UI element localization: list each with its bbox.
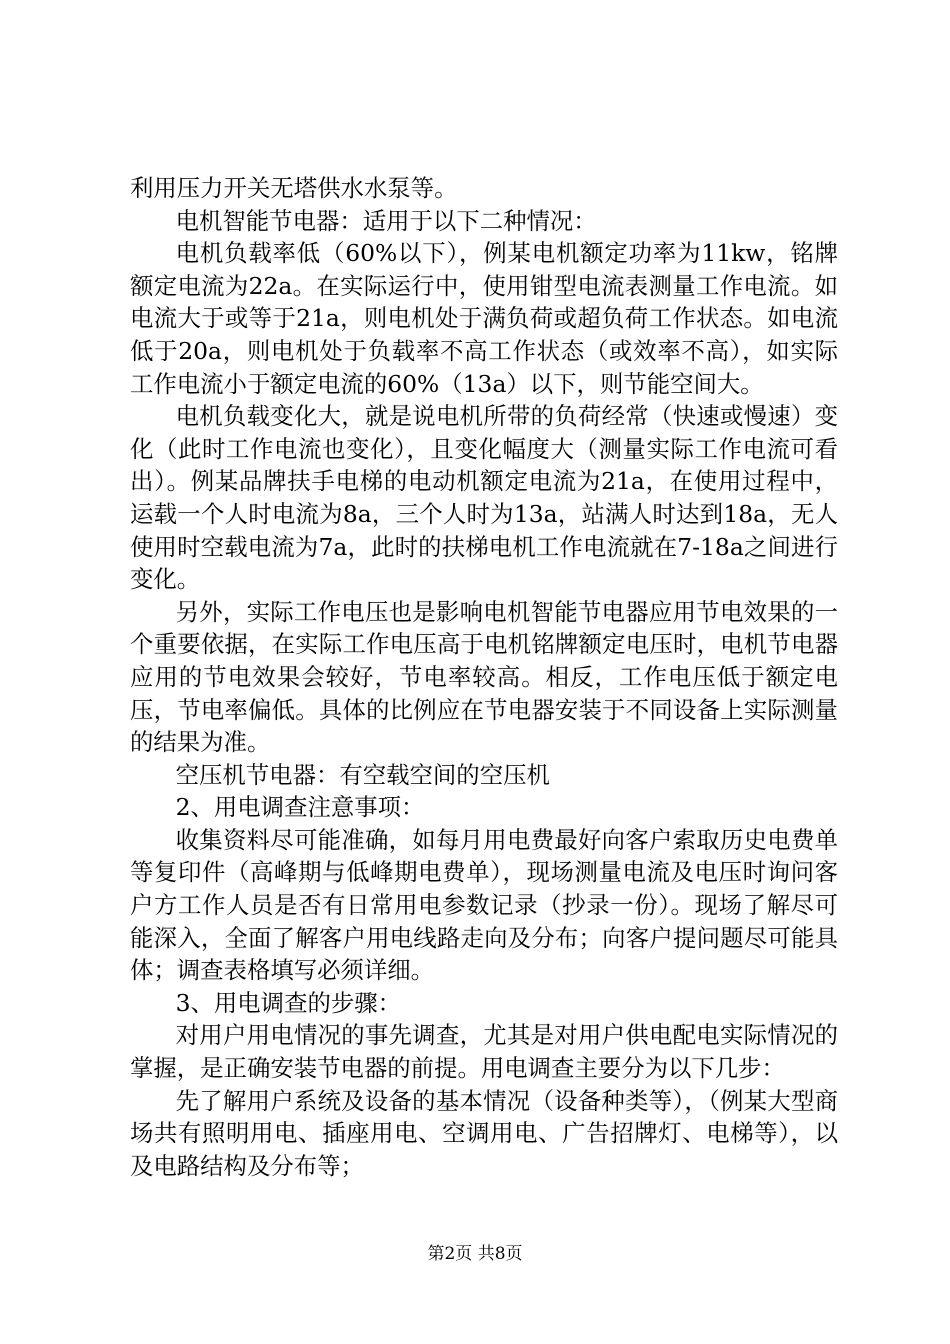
paragraph: 空压机节电器：有空载空间的空压机 (175, 760, 550, 789)
paragraph: 电机负载率低（60%以下），例某电机额定功率为11kw，铭牌额定电流为22a。在实际运行中，使用钳型电流表测量工作电流。如电流大于或等于21a，则电机处于满负荷或超负荷工作状态。如电流低于20a，则电机处于负载率不高工作状态（或效率不高），如实际工作电流小于额定电流的60%（13a）以下，则节能空间大。 (130, 239, 838, 398)
page-footer (0, 1244, 950, 1264)
section-heading: 3、用电调查的步骤： (175, 988, 402, 1017)
document-body (130, 172, 838, 1182)
paragraph: 先了解用户系统及设备的基本情况（设备种类等），（例某大型商场共有照明用电、插座用电、空调用电、广告招牌灯、电梯等），以及电路结构及分布等； (130, 1086, 838, 1180)
paragraph: 收集资料尽可能准确，如每月用电费最好向客户索取历史电费单等复印件（高峰期与低峰期电费单），现场测量电流及电压时询问客户方工作人员是否有日常用电参数记录（抄录一份）。现场了解尽可能深入，全面了解客户用电线路走向及分布；向客户提问题尽可能具体；调查表格填写必须详细。 (130, 825, 838, 985)
paragraph: 电机负载变化大，就是说电机所带的负荷经常（快速或慢速）变化（此时工作电流也变化），且变化幅度大（测量实际工作电流可看出）。例某品牌扶手电梯的电动机额定电流为21a，在使用过程中，运载一个人时电流为8a，三个人时为13a，站满人时达到18a，无人使用时空载电流为7a，此时的扶梯电机工作电流就在7-18a之间进行变化。 (130, 402, 838, 594)
section-heading: 2、用电调查注意事项： (175, 793, 425, 822)
paragraph: 另外，实际工作电压也是影响电机智能节电器应用节电效果的一个重要依据，在实际工作电压高于电机铭牌额定电压时，电机节电器应用的节电效果会较好，节电率较高。相反，工作电压低于额定电压，节电率偏低。具体的比例应在节电器安装于不同设备上实际测量的结果为准。 (130, 597, 838, 757)
paragraph: 对用户用电情况的事先调查，尤其是对用户供电配电实际情况的掌握，是正确安装节电器的前提。用电调查主要分为以下几步： (130, 1021, 838, 1083)
paragraph: 利用压力开关无塔供水水泵等。 (130, 174, 458, 202)
page-number: 第2页 共8页 (427, 1244, 523, 1264)
paragraph: 电机智能节电器：适用于以下二种情况： (175, 206, 597, 235)
